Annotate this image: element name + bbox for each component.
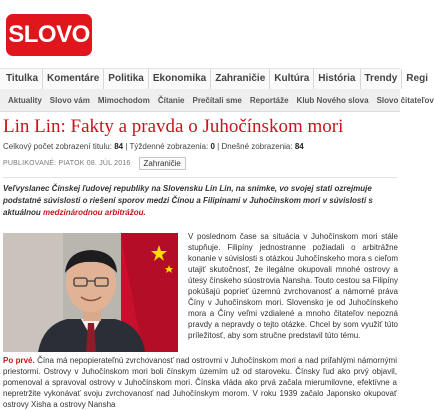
subnav-item-aktuality[interactable]: Aktuality — [8, 95, 42, 105]
stats-sep: | — [217, 142, 222, 151]
publish-date: PUBLIKOVANÉ: PIATOK 08. JÚL 2016 — [3, 159, 131, 167]
category-badge[interactable]: Zahraničie — [139, 157, 186, 170]
nav-item-trendy[interactable]: Trendy — [361, 69, 403, 89]
nav-item-politika[interactable]: Politika — [104, 69, 149, 89]
stats-sep: | — [125, 142, 130, 151]
subnav-item-precitali-sme[interactable]: Prečítali sme — [192, 95, 242, 105]
view-stats — [3, 142, 304, 151]
subnav-item-citanie[interactable]: Čítanie — [157, 95, 185, 105]
article-title[interactable]: Lin Lin: Fakty a pravda o Juhočínskom mori — [3, 116, 344, 137]
ambassador-photo — [3, 233, 178, 352]
publish-row — [3, 156, 186, 170]
weekly-views-label: Týždenné zobrazenia: — [129, 142, 209, 151]
subnav-item-mimochodom[interactable]: Mimochodom — [97, 95, 150, 105]
nav-item-titulka[interactable]: Titulka — [2, 69, 43, 89]
site-logo[interactable]: SLOVO — [6, 14, 92, 56]
divider — [3, 177, 397, 178]
nav-item-ekonomika[interactable]: Ekonomika — [149, 69, 211, 89]
nav-item-regiony[interactable]: Regi — [406, 73, 428, 84]
total-views-value: 84 — [114, 142, 124, 151]
body-full-text: Čína má nepopierateľnú zvrchovanosť nad ostrovmi v Juhočínskom mori a nad priľahlými námornými priestormi. Ostrovy v Juhočínskom mori boli čínskym územím už od staroveku. Čínsky ľud ako prvý objavil, pomenoval a spravoval ostrovy v Juhočínskom mori. Čínska vláda ako prvá začala mierumilovne, efektívne a nepretržite vykonávať svoju zvrchovanosť nad Juhočínskym morom. V roku 1939 začalo Japonsko okupovať ostrovy Xisha a ostrovy Nansha — [3, 356, 397, 409]
weekly-views-value: 0 — [210, 142, 215, 151]
today-views-value: 84 — [294, 142, 304, 151]
main-navigation — [0, 68, 428, 90]
nav-item-komentare[interactable]: Komentáre — [43, 69, 104, 89]
nav-item-kultura[interactable]: Kultúra — [270, 69, 314, 89]
lead-end: . — [143, 208, 146, 217]
today-views-label: Dnešné zobrazenia: — [221, 142, 293, 151]
article-lead — [3, 183, 397, 219]
body-column: V poslednom čase sa situácia v Juhočínskom mori stále stupňuje. Filipíny jednostranne požiadali o arbitrážne konanie v súvislosti s otázkou Juhočínskeho mora s cieľom utajiť skutočnosť, že ilegálne okupovali mnohé ostrovy a útesy čínskeho súostrovia Nansha. Touto cestou sa Filipíny pokúšajú poprieť územnú zvrchovanosť a námorné práva Číny v Juhočínskom mori. Slovensko je od Juhočínskeho mora a Číny veľmi vzdialené a mnoho čitateľov nepozná pravdy a nepravdy o tejto otázke. Chcel by som využiť túto príležitosť, aby som stručne predstavil túto tému. — [188, 232, 398, 340]
point-label: Po prvé. — [3, 356, 35, 365]
lead-text: Veľvyslanec Čínskej ľudovej republiky na Slovensku Lin Lin, na snímke, vo svojej stati ozrejmuje podstatné súvislosti o riešení sporov medzi Čínou a Filipínami v Juhočínskom mori v súvislosti s aktuálnou — [3, 184, 373, 217]
total-views-label: Celkový počet zobrazení titulu: — [3, 142, 112, 151]
subnav-item-klub[interactable]: Klub Nového slova — [296, 95, 369, 105]
body-full — [3, 355, 397, 410]
subnav-item-reportaze[interactable]: Reportáže — [249, 95, 289, 105]
nav-item-historia[interactable]: História — [314, 69, 360, 89]
article-photo — [3, 233, 178, 352]
sub-navigation — [0, 89, 434, 112]
nav-item-zahranicie[interactable]: Zahraničie — [211, 69, 270, 89]
site-header — [0, 0, 400, 68]
arbitration-link[interactable]: medzinárodnou arbitrážou — [43, 208, 144, 217]
subnav-item-slovo-citatelov[interactable]: Slovo čitateľov — [376, 95, 434, 105]
subnav-item-slovo-vam[interactable]: Slovo vám — [49, 95, 90, 105]
